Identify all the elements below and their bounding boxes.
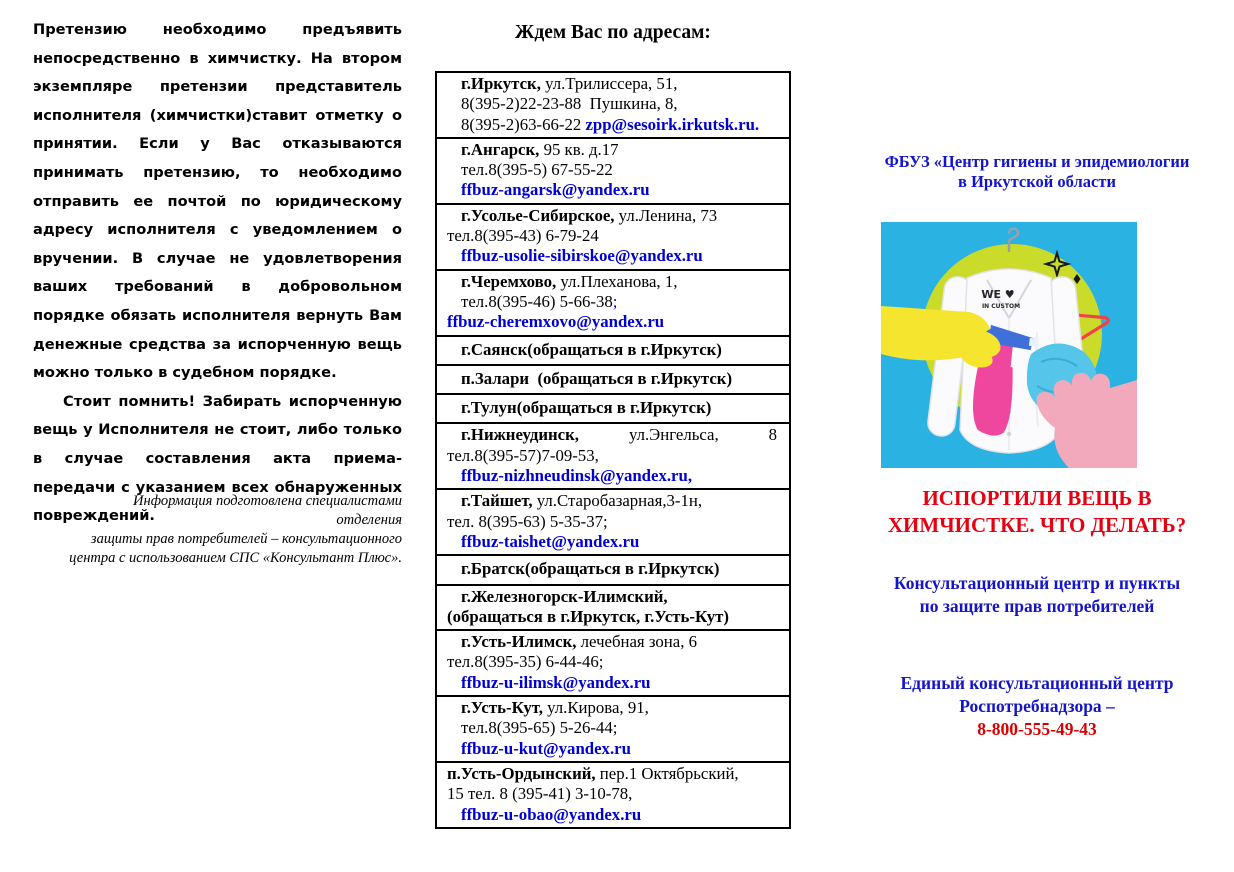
email-link[interactable]: ffbuz-nizhneudinsk@yandex.ru, xyxy=(461,466,693,486)
address-text: г.Черемхово, xyxy=(461,271,557,291)
email-link[interactable]: zpp@sesoirk.irkutsk.ru. xyxy=(585,114,760,134)
address-line xyxy=(441,491,785,511)
address-text: тел.8(395-65) 5-26-44; xyxy=(461,718,618,738)
address-line xyxy=(441,632,785,652)
address-text: ул.Ленина, 73 xyxy=(614,205,718,225)
address-text: ул.Плеханова, 1, xyxy=(556,271,678,291)
organization-line-1: ФБУЗ «Центр гигиены и эпидемиологии xyxy=(884,152,1190,171)
address-text: г.Иркутск, xyxy=(461,74,541,93)
email-link[interactable]: ffbuz-cheremxovo@yandex.ru xyxy=(447,312,665,332)
address-line xyxy=(441,805,785,825)
address-line xyxy=(441,739,785,759)
organization-name xyxy=(840,152,1234,191)
address-line xyxy=(441,246,785,266)
address-text: г.Нижнеудинск, xyxy=(461,425,579,445)
address-line xyxy=(441,446,785,466)
email-link[interactable]: ffbuz-u-ilimsk@yandex.ru xyxy=(461,672,651,692)
address-text: тел. 8(395-63) 5-35-37; xyxy=(447,511,608,531)
address-row xyxy=(437,393,789,422)
organization-line-2: в Иркутской области xyxy=(958,171,1116,191)
address-row xyxy=(437,269,789,335)
credits-line: центра с использованием СПС «Консультант Плюс». xyxy=(69,550,402,566)
address-text: тел.8(395-46) 5-66-38 xyxy=(461,291,613,311)
claim-instructions-text xyxy=(33,16,402,531)
address-line xyxy=(441,425,785,445)
email-link[interactable]: ffbuz-u-obao@yandex.ru xyxy=(461,804,642,824)
address-line xyxy=(441,764,785,784)
address-text: тел.8(395-43) 6-79-24 xyxy=(447,226,599,246)
address-text: ул.Энгельса, xyxy=(628,425,719,445)
main-title xyxy=(840,485,1234,539)
address-row xyxy=(437,73,789,137)
address-line xyxy=(441,673,785,693)
address-text: 8 xyxy=(768,425,777,445)
address-row xyxy=(437,584,789,630)
address-line xyxy=(441,466,785,486)
address-line xyxy=(441,180,785,200)
address-line xyxy=(441,398,785,418)
address-row xyxy=(437,364,789,393)
address-row xyxy=(437,422,789,488)
addresses-header: Ждем Вас по адресам: xyxy=(515,22,711,43)
credits-line: отделения xyxy=(336,512,402,528)
consultation-subtitle xyxy=(840,572,1234,618)
address-text: п.Усть-Ордынский, xyxy=(447,763,596,783)
address-text: г.Ангарск, xyxy=(461,139,540,159)
hotline-phone: 8-800-555-49-43 xyxy=(977,719,1097,739)
address-text: тел.8(395-5) 67-55-22 xyxy=(461,160,613,180)
address-line xyxy=(441,292,785,312)
address-row xyxy=(437,695,789,761)
address-text: лечебная зона, 6 xyxy=(576,632,697,652)
address-text: г.Тулун(обращаться в г.Иркутск) xyxy=(461,398,712,418)
address-text: 15 тел. 8 (395-41) 3-10-78, xyxy=(447,784,633,804)
address-text: г.Тайшет, xyxy=(461,491,533,511)
main-title-line-2: ХИМЧИСТКЕ. ЧТО ДЕЛАТЬ? xyxy=(887,513,1187,537)
address-line xyxy=(441,652,785,672)
address-line xyxy=(441,369,785,389)
address-line xyxy=(441,226,785,246)
address-line xyxy=(441,312,785,332)
address-text: ул.Трилиссера, 51, xyxy=(540,74,678,93)
credits-line: Информация подготовлена специалистами xyxy=(133,493,402,509)
address-row xyxy=(437,137,789,203)
address-text: пер.1 Октябрьский, xyxy=(595,763,739,783)
address-line xyxy=(441,784,785,804)
address-line xyxy=(441,607,785,627)
address-text: 8(395-2)22-23-88 Пушкина, 8, xyxy=(461,94,678,114)
address-text: г.Железногорск-Илимский, xyxy=(461,586,668,606)
email-link[interactable]: ffbuz-u-kut@yandex.ru xyxy=(461,738,631,758)
hotline-line-1: Единый консультационный центр xyxy=(900,673,1174,693)
address-line xyxy=(441,559,785,579)
address-line xyxy=(441,340,785,360)
credits-line: защиты прав потребителей – консультационного xyxy=(90,531,402,547)
address-text: тел.8(395-57)7-09-53, xyxy=(447,445,599,465)
email-link[interactable]: ffbuz-usolie-sibirskoe@yandex.ru xyxy=(461,246,703,266)
address-line xyxy=(441,698,785,718)
address-line xyxy=(441,74,785,94)
address-text: г.Усть-Илимск, xyxy=(461,632,577,652)
claim-paragraph-1: Претензию необходимо предъявить непосредственно в химчистку. На втором экземпляре претензии представитель исполнителя (химчистки)ставит отметку о принятии. Если у Вас отказываются принимать претензию, то необходимо отправить ее почтой по юридическому адресу исполнителя с уведомлением о вручении. В случае не удовлетворения ваших требований в добровольном порядке обязать исполнителя вернуть Вам денежные средства за испорченную вещь можно только в судебном порядке. xyxy=(33,21,402,382)
credits-block xyxy=(30,492,402,568)
address-line xyxy=(441,94,785,114)
address-text: тел.8(395-35) 6-44-46; xyxy=(447,652,604,672)
address-text: г.Братск(обращаться в г.Иркутск) xyxy=(461,559,720,579)
address-line xyxy=(441,718,785,738)
email-link[interactable]: ffbuz-taishet@yandex.ru xyxy=(461,531,640,551)
address-line xyxy=(441,272,785,292)
address-line xyxy=(441,532,785,552)
address-text: 8(395-2)63-66-22 xyxy=(461,114,586,134)
address-line xyxy=(441,140,785,160)
address-line xyxy=(441,512,785,532)
address-text: г.Саянск(обращаться в г.Иркутск) xyxy=(461,339,722,359)
main-title-line-1: ИСПОРТИЛИ ВЕЩЬ В xyxy=(922,486,1152,510)
address-line xyxy=(441,587,785,607)
address-row xyxy=(437,554,789,583)
address-text: п.Залари (обращаться в г.Иркутск) xyxy=(461,368,733,388)
address-text: ул.Кирова, 91, xyxy=(542,698,649,718)
svg-text:IN CUSTOM: IN CUSTOM xyxy=(981,303,1021,310)
address-line xyxy=(441,206,785,226)
hotline-block xyxy=(840,672,1234,741)
address-text: 95 кв. д.17 xyxy=(539,139,619,159)
address-text: г.Усть-Кут, xyxy=(461,698,543,718)
address-text: (обращаться в г.Иркутск, г.Усть-Кут) xyxy=(447,606,729,626)
address-text: ул.Старобазарная,3-1н, xyxy=(532,491,703,511)
claim-paragraph-2: Стоит помнить! Забирать испорченную вещь у Исполнителя не стоит, либо только в случае составления акта приема-передачи с указанием всех обнаруженных повреждений. xyxy=(33,392,402,525)
address-text: ; xyxy=(612,291,618,311)
address-line xyxy=(441,115,785,135)
address-row xyxy=(437,629,789,695)
subtitle-line-2: по защите прав потребителей xyxy=(919,596,1155,616)
address-table xyxy=(435,71,791,829)
address-row xyxy=(437,335,789,364)
address-row xyxy=(437,761,789,827)
address-text: г.Усолье-Сибирское, xyxy=(461,205,615,225)
dry-cleaning-collage-image xyxy=(881,222,1137,468)
subtitle-line-1: Консультационный центр и пункты xyxy=(893,573,1181,593)
address-line xyxy=(441,160,785,180)
shirt-print-text: WE ♥ xyxy=(981,288,1015,301)
address-row xyxy=(437,488,789,554)
address-row xyxy=(437,203,789,269)
collage-svg xyxy=(881,222,1137,468)
email-link[interactable]: ffbuz-angarsk@yandex.ru xyxy=(461,180,650,200)
hotline-line-2: Роспотребнадзора – xyxy=(959,696,1115,716)
